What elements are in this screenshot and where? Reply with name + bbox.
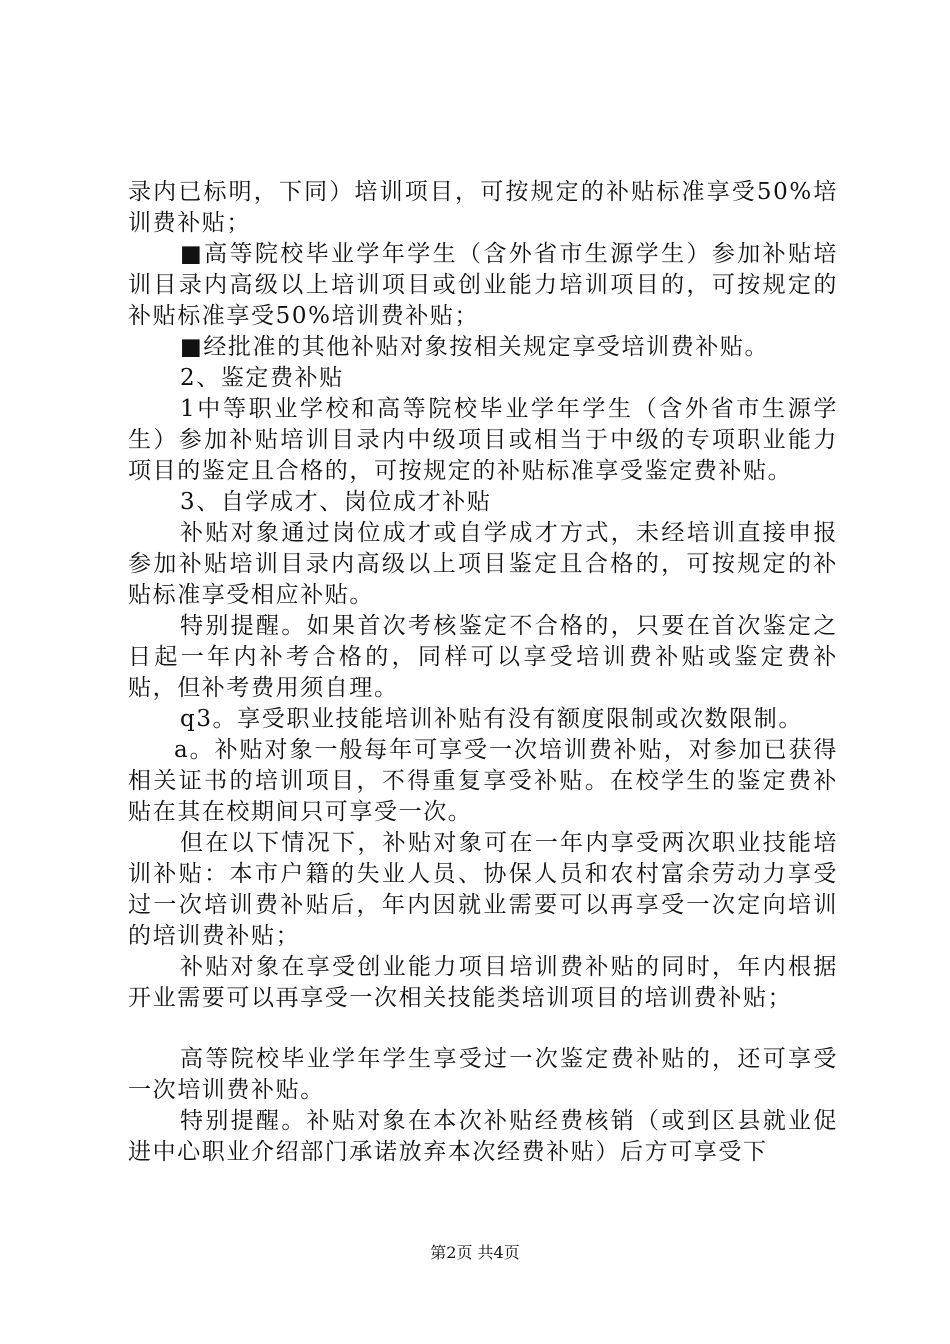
section-heading: 3、自学成才、岗位成才补贴	[180, 489, 492, 515]
answer-paragraph: a。补贴对象一般每年可享受一次培训费补贴，对参加已获得相关证书的培训项目，不得重复享受补贴。在校学生的鉴定费补贴在其在校期间只可享受一次。	[128, 737, 838, 825]
paragraph: 特别提醒。如果首次考核鉴定不合格的，只要在首次鉴定之日起一年内补考合格的，同样可以享受培训费补贴或鉴定费补贴，但补考费用须自理。	[128, 613, 838, 701]
paragraph: 1中等职业学校和高等院校毕业学年学生（含外省市生源学生）参加补贴培训目录内中级项目或相当于中级的专项职业能力项目的鉴定且合格的，可按规定的补贴标准享受鉴定费补贴。	[128, 396, 838, 484]
paragraph: 高等院校毕业学年学生享受过一次鉴定费补贴的，还可享受一次培训费补贴。	[128, 1046, 838, 1103]
document-body	[128, 177, 838, 1168]
paragraph: ■经批准的其他补贴对象按相关规定享受培训费补贴。	[180, 334, 770, 360]
paragraph: 特别提醒。补贴对象在本次补贴经费核销（或到区县就业促进中心职业介绍部门承诺放弃本次经费补贴）后方可享受下	[128, 1108, 838, 1165]
section-heading: 2、鉴定费补贴	[180, 365, 344, 391]
paragraph: 但在以下情况下，补贴对象可在一年内享受两次职业技能培训补贴：本市户籍的失业人员、协保人员和农村富余劳动力享受过一次培训费补贴后，年内因就业需要可以再享受一次定向培训的培训费补贴；	[128, 830, 838, 949]
paragraph: 补贴对象在享受创业能力项目培训费补贴的同时，年内根据开业需要可以再享受一次相关技能类培训项目的培训费补贴；	[128, 954, 838, 1011]
paragraph: 补贴对象通过岗位成才或自学成才方式，未经培训直接申报参加补贴培训目录内高级以上项目鉴定且合格的，可按规定的补贴标准享受相应补贴。	[128, 520, 838, 608]
blank-line	[128, 1014, 838, 1044]
paragraph: ■高等院校毕业学年学生（含外省市生源学生）参加补贴培训目录内高级以上培训项目或创业能力培训项目的，可按规定的补贴标准享受50%培训费补贴；	[128, 241, 838, 329]
page-footer	[0, 1243, 950, 1263]
paragraph: 录内已标明，下同）培训项目，可按规定的补贴标准享受50%培训费补贴；	[128, 179, 838, 236]
question-line: q3。享受职业技能培训补贴有没有额度限制或次数限制。	[180, 706, 803, 732]
page-number-label: 第2页 共4页	[430, 1243, 520, 1262]
